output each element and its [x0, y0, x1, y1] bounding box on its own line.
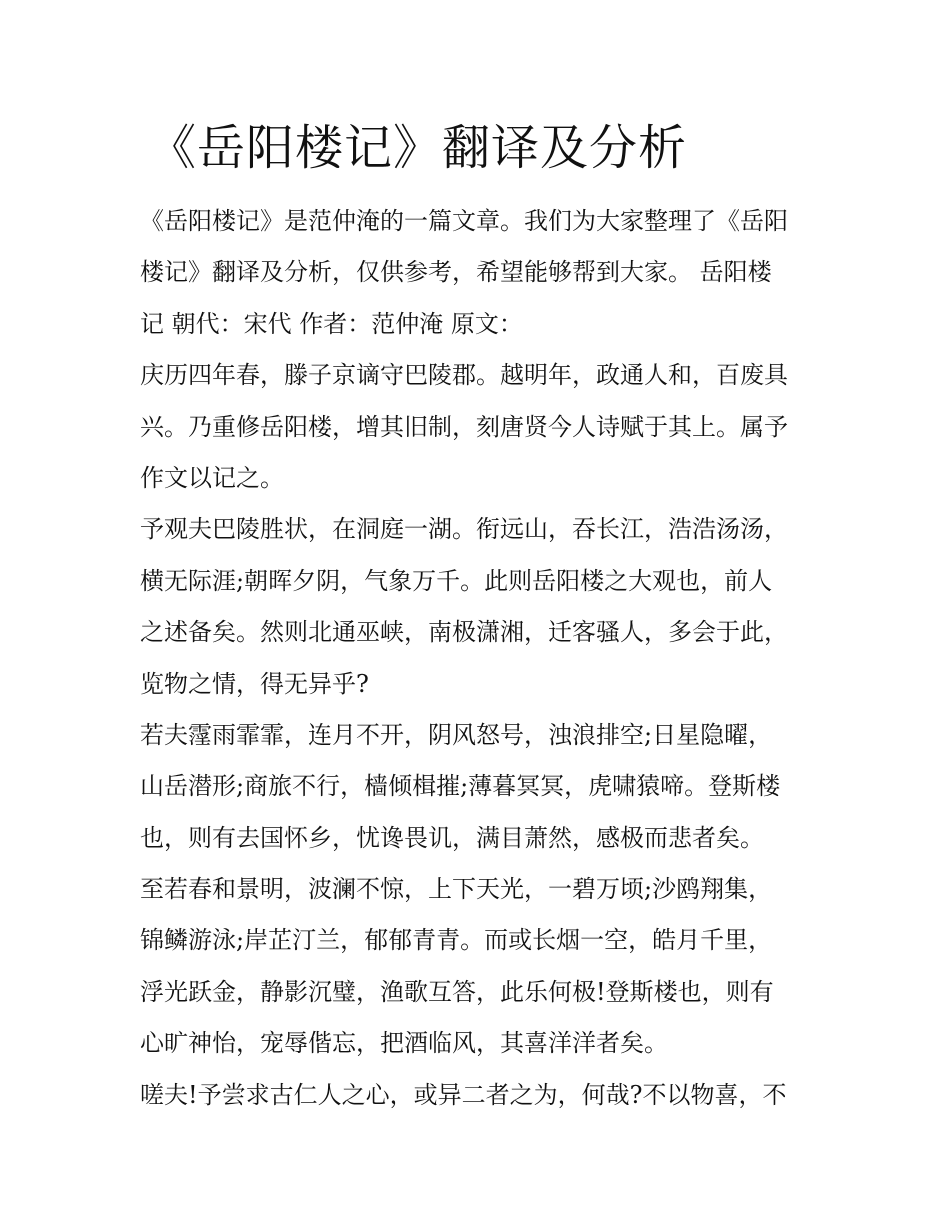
paragraph-intro: [140, 196, 820, 350]
paragraph-3: [140, 710, 820, 864]
text-line: 锦鳞游泳;岸芷汀兰，郁郁青青。而或长烟一空，皓月千里，: [140, 926, 773, 955]
paragraph-5: [140, 1070, 820, 1121]
document-title: 《岳阳楼记》翻译及分析: [148, 120, 688, 176]
text-line: 兴。乃重修岳阳楼，增其旧制，刻唐贤今人诗赋于其上。属予: [140, 412, 788, 441]
text-line: 作文以记之。: [140, 463, 284, 492]
text-line: 记 朝代：宋代 作者：范仲淹 原文：: [140, 309, 523, 338]
text-line: 浮光跃金，静影沉璧，渔歌互答，此乐何极!登斯楼也，则有: [140, 977, 774, 1006]
text-line: 览物之情，得无异乎?: [140, 669, 369, 698]
text-line: 之述备矣。然则北通巫峡，南极潇湘，迁客骚人，多会于此，: [140, 618, 788, 647]
text-line: 至若春和景明，波澜不惊，上下天光，一碧万顷;沙鸥翔集，: [140, 875, 773, 904]
text-line: 庆历四年春，滕子京谪守巴陵郡。越明年，政通人和，百废具: [140, 361, 788, 390]
text-line: 横无际涯;朝晖夕阴，气象万千。此则岳阳楼之大观也，前人: [140, 566, 773, 595]
text-line: 嗟夫!予尝求古仁人之心，或异二者之为，何哉?不以物喜，不: [140, 1080, 787, 1109]
paragraph-1: [140, 350, 820, 504]
document-body: [140, 196, 820, 1121]
text-line: 予观夫巴陵胜状，在洞庭一湖。衔远山，吞长江，浩浩汤汤，: [140, 515, 788, 544]
text-line: 楼记》翻译及分析，仅供参考，希望能够帮到大家。 岳阳楼: [140, 258, 772, 287]
text-line: 《岳阳楼记》是范仲淹的一篇文章。我们为大家整理了《岳阳: [140, 207, 788, 235]
text-line: 山岳潜形;商旅不行，樯倾楫摧;薄暮冥冥，虎啸猿啼。登斯楼: [140, 772, 781, 801]
paragraph-4: [140, 864, 820, 1070]
paragraph-2: [140, 504, 820, 710]
text-line: 心旷神怡，宠辱偕忘，把酒临风，其喜洋洋者矣。: [140, 1029, 668, 1058]
text-line: 若夫霪雨霏霏，连月不开，阴风怒号，浊浪排空;日星隐曜，: [140, 720, 773, 749]
text-line: 也，则有去国怀乡，忧谗畏讥，满目萧然，感极而悲者矣。: [140, 823, 764, 852]
